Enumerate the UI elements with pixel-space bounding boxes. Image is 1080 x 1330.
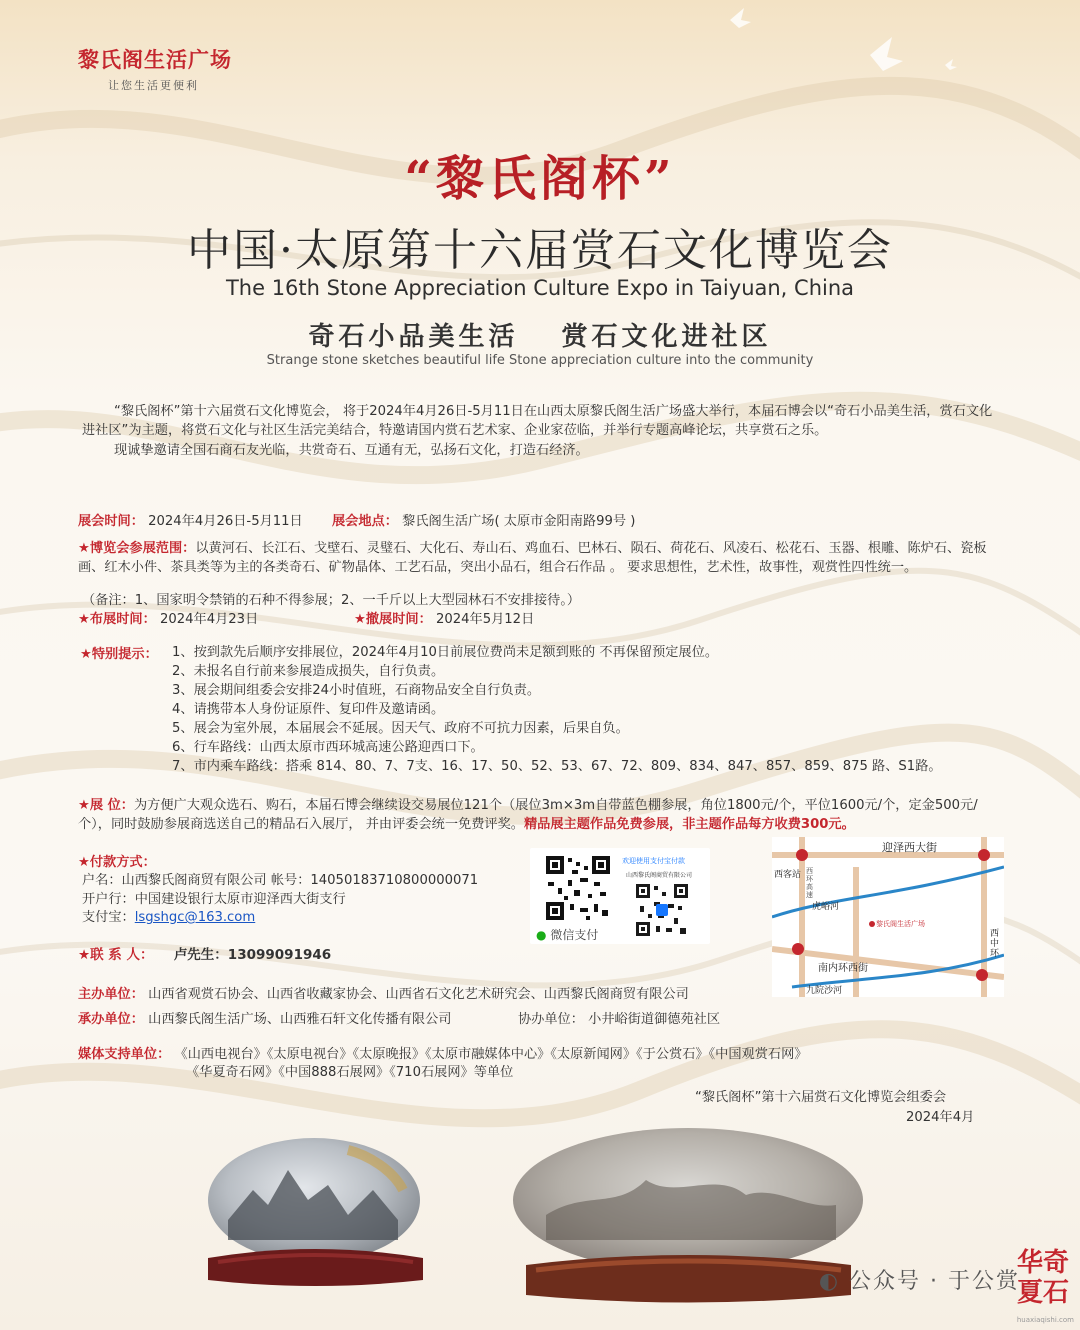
tip-item: 2、未报名自行前来参展造成损失，自行负责。 (172, 664, 445, 679)
alipay-banner: 欢迎使用支付宝付款 (622, 857, 685, 865)
watermark-text: 公众号 · 于公赏 (849, 1269, 1020, 1294)
alipay-company: 山西黎氏阁商贸有限公司 (626, 872, 693, 879)
expo-time-row (78, 512, 303, 531)
stone-right-image (506, 1120, 871, 1310)
wechat-pay-label: 微信支付 (550, 928, 599, 942)
setup-time-label: ★布展时间： (78, 612, 156, 627)
payment-qr-panel (530, 848, 710, 944)
expo-time-value: 2024年4月26日-5月11日 (148, 514, 303, 529)
expo-place-row (332, 512, 635, 531)
teardown-time-label: ★撤展时间： (354, 612, 432, 627)
booth-label: ★展 位： (78, 798, 134, 813)
setup-time-row (78, 610, 258, 629)
host-label: 主办单位： (78, 987, 144, 1002)
map-label: 西中环 (990, 929, 1000, 959)
co-organizer-value: 小井峪街道御德苑社区 (588, 1012, 721, 1027)
site-url: huaxiaqishi.com (1016, 1316, 1074, 1324)
contact-label: ★联 系 人： (78, 947, 154, 963)
setup-time-value: 2024年4月23日 (159, 612, 259, 627)
alipay-qr-code (634, 882, 690, 938)
teardown-time-value: 2024年5月12日 (435, 612, 535, 627)
contact-value: 卢先生：13099091946 (173, 947, 332, 963)
payment-label: ★付款方式： (78, 855, 156, 870)
expo-time-label: 展会时间： (78, 514, 144, 529)
payment-account: 户名：山西黎氏阁商贸有限公司 帐号：14050183710800000071 (82, 873, 479, 888)
wechat-pay (536, 926, 598, 943)
wechat-qr-code (544, 854, 612, 922)
media-row (78, 1045, 807, 1064)
alipay-label: 支付宝： (82, 910, 135, 925)
brand-slogan: 让您生活更便利 (108, 79, 199, 92)
map-label: 迎泽西大街 (882, 841, 937, 854)
tip-item: 5、展会为室外展，本届展会不延展。因天气、政府不可抗力因素，后果自负。 (172, 721, 629, 736)
brand-logo (78, 44, 232, 93)
map-label: 黎氏阁生活广场 (876, 920, 925, 928)
undertake-value: 山西黎氏阁生活广场、山西雅石轩文化传播有限公司 (148, 1012, 452, 1027)
map-label: 西客站 (774, 870, 802, 880)
contact-row (78, 946, 331, 965)
intro-paragraph-2: 现诚挚邀请全国石商石友光临，共赏奇石、互通有无，弘扬石文化，打造石经济。 (114, 443, 589, 458)
media-label: 媒体支持单位： (78, 1047, 171, 1062)
undertake-label: 承办单位： (78, 1012, 144, 1027)
teardown-time-row (354, 610, 534, 629)
co-organizer-label: 协办单位： (518, 1012, 584, 1027)
tip-item: 6、行车路线：山西太原市西环城高速公路迎西口下。 (172, 740, 484, 755)
host-row (78, 985, 689, 1004)
alipay-email-link[interactable]: lsgshgc@163.com (134, 910, 256, 925)
theme-chinese: 奇石小品美生活 赏石文化进社区 (308, 322, 772, 352)
tip-item: 4、请携带本人身份证原件、复印件及邀请函。 (172, 702, 445, 717)
committee-signature: “黎氏阁杯”第十六届赏石文化博览会组委会 (695, 1090, 947, 1105)
co-organizer-row (518, 1010, 720, 1029)
media-line-2: 《华夏奇石网》《中国888石展网》《710石展网》等单位 (186, 1065, 514, 1080)
location-map (772, 837, 1004, 997)
wechat-icon: ● (536, 928, 547, 942)
wechat-watermark (819, 1264, 1020, 1295)
expo-scope-note: （备注：1、国家明令禁销的石种不得参展；2、一千斤以上大型园林石不安排接待。） (82, 593, 581, 608)
map-label: 九院沙河 (806, 986, 843, 996)
signature-date: 2024年4月 (906, 1110, 975, 1125)
site-seal: 华奇夏石 (1016, 1248, 1069, 1308)
expo-scope (78, 539, 998, 577)
tips-label: ★特别提示： (80, 647, 158, 662)
payment-bank: 开户行：中国建设银行太原市迎泽西大街支行 (82, 892, 346, 907)
page-title: “黎氏阁杯” (404, 151, 676, 207)
booth-section (78, 796, 978, 834)
map-label: 南内环西街 (818, 963, 868, 974)
expo-scope-label: ★博览会参展范围： (78, 541, 196, 556)
brand-name: 黎氏阁生活广场 (78, 48, 232, 72)
host-value: 山西省观赏石协会、山西省收藏家协会、山西省石文化艺术研究会、山西黎氏阁商贸有限公司 (148, 987, 689, 1002)
booth-text: 为方便广大观众选石、购石，本届石博会继续设交易展位121个（展位3m×3m自带蓝色棚参展，角位1800元/个，平位1600元/个，定金500元/个），同时鼓励参展商选送自己的精品石入展厅， 并由评委会统一免费评奖。 (78, 798, 978, 832)
undertake-row (78, 1010, 451, 1029)
payment-alipay (82, 908, 255, 927)
wechat-logo-icon: ◐ (818, 1269, 841, 1294)
tips-list (172, 643, 942, 776)
stone-left-image (198, 1130, 433, 1290)
theme-english: Strange stone sketches beautiful life Stone appreciation culture into the community (266, 353, 814, 368)
media-line-1: 《山西电视台》《太原电视台》《太原晚报》《太原市融媒体中心》《太原新闻网》《于公赏石》《中国观赏石网》 (174, 1047, 808, 1062)
tip-item: 1、按到款先后顺序安排展位，2024年4月10日前展位费尚未足额到账的 不再保留预定展位。 (172, 645, 719, 660)
map-label: 虎峪河 (812, 902, 840, 912)
expo-place-label: 展会地点： (332, 514, 398, 529)
booth-highlight: 精品展主题作品免费参展，非主题作品每方收费300元。 (523, 817, 855, 832)
page-subtitle: 中国·太原第十六届赏石文化博览会 (187, 225, 893, 276)
expo-scope-value: 以黄河石、长江石、戈壁石、灵璧石、大化石、寿山石、鸡血石、巴林石、陨石、荷花石、风凌石、松花石、玉器、根雕、陈炉石、瓷板画、红木小件、茶具类等为主的各类奇石、矿物晶体、工艺石品，突出小品石，组合石作品 。 要求思想性，艺术性，故事性，观赏性四性统一。 (78, 541, 987, 575)
intro-paragraph-1: “黎氏阁杯”第十六届赏石文化博览会， 将于2024年4月26日-5月11日在山西太原黎氏阁生活广场盛大举行，本届石博会以“奇石小品美生活，赏石文化进社区”为主题，将赏石文化与社区生活完美结合，特邀请国内赏石艺术家、企业家莅临，并举行专题高峰论坛，共享赏石之乐。 (82, 404, 993, 438)
tip-item: 3、展会期间组委会安排24小时值班，石商物品安全自行负责。 (172, 683, 541, 698)
page-title-english: The 16th Stone Appreciation Culture Expo in Taiyuan, China (225, 276, 855, 300)
tip-item: 7、市内乘车路线：搭乘 814、80、7、7支、16、17、50、52、53、67、72、809、834、847、857、859、875 路、S1路。 (172, 759, 942, 774)
expo-place-value: 黎氏阁生活广场( 太原市金阳南路99号 ) (402, 514, 636, 529)
map-label: 西环高速 (806, 867, 813, 899)
